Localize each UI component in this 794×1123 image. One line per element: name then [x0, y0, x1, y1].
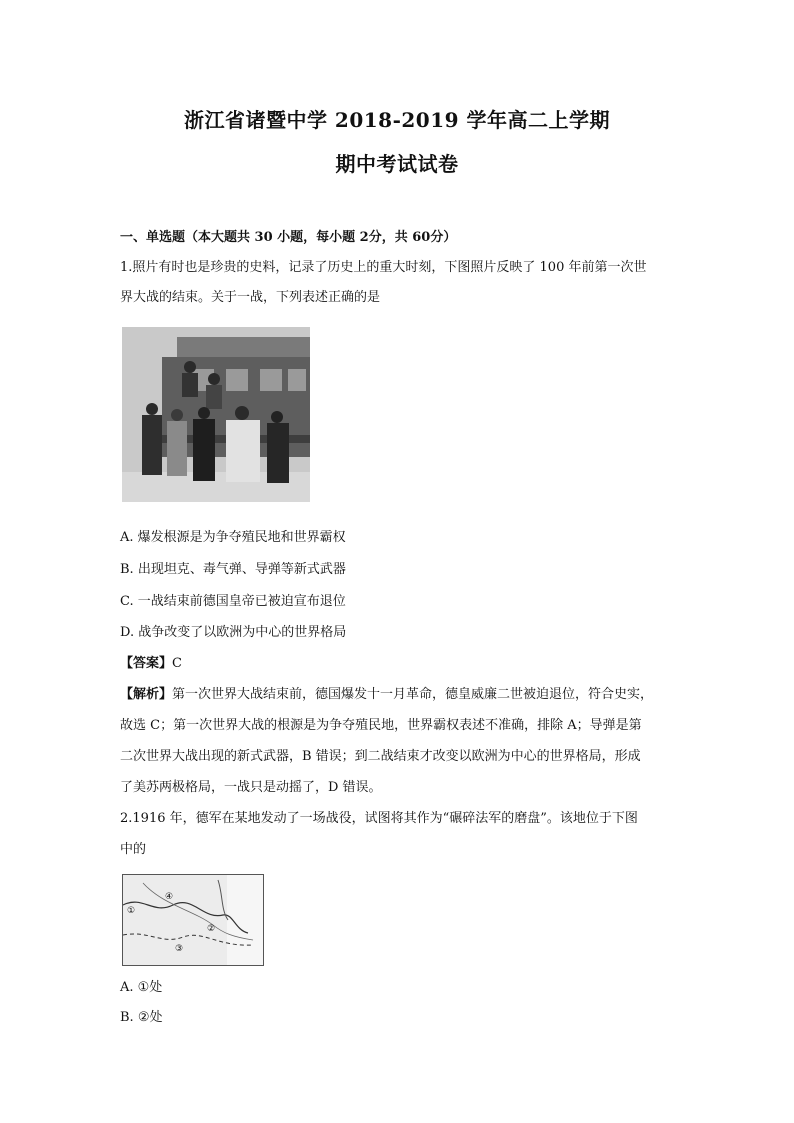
answer-value: C — [172, 656, 182, 671]
battle-map — [122, 874, 264, 966]
map-label-2: ② — [207, 924, 216, 934]
q1-option-b: B. 出现坦克、毒气弹、导弹等新式武器 — [120, 562, 346, 577]
q1-option-c: C. 一战结束前德国皇帝已被迫宣布退位 — [120, 594, 346, 609]
q1-option-a: A. 爆发根源是为争夺殖民地和世界霸权 — [120, 530, 346, 545]
q1-stem-line2: 界大战的结束。关于一战，下列表述正确的是 — [120, 290, 381, 305]
section-heading: 一、单选题（本大题共 30 小题，每小题 2分，共 60分） — [120, 230, 457, 245]
q2-stem-line1: 2.1916 年，德军在某地发动了一场战役，试图将其作为“碾碎法军的磨盘”。该地位于下图 — [120, 811, 638, 826]
q1-stem-line1: 1.照片有时也是珍贵的史料，记录了历史上的重大时刻，下图照片反映了 100 年前第一次世 — [120, 260, 647, 275]
q1-analysis-line2: 故选 C；第一次世界大战的根源是为争夺殖民地，世界霸权表述不准确，排除 A；导弹是第 — [120, 718, 642, 733]
answer-label: 【答案】 — [120, 656, 173, 671]
q1-analysis-line1 — [120, 685, 653, 705]
q1-answer — [120, 654, 182, 674]
q1-analysis-line3: 二次世界大战出现的新式武器，B 错误；到二战结束才改变以欧洲为中心的世界格局，形成 — [120, 749, 641, 764]
analysis-label: 【解析】 — [120, 687, 173, 702]
q2-stem-line2: 中的 — [120, 842, 147, 857]
map-label-3: ③ — [175, 944, 184, 954]
armistice-photo — [122, 327, 310, 502]
analysis-text: 第一次世界大战结束前，德国爆发十一月革命，德皇威廉二世被迫退位，符合史实， — [172, 687, 654, 702]
map-label-4: ④ — [165, 892, 174, 902]
q2-option-b: B. ②处 — [120, 1010, 163, 1025]
q1-option-d: D. 战争改变了以欧洲为中心的世界格局 — [120, 625, 347, 640]
q1-analysis-line4: 了美苏两极格局，一战只是动摇了，D 错误。 — [120, 780, 382, 795]
map-label-1: ① — [127, 906, 136, 916]
page-subtitle: 期中考试试卷 — [335, 152, 459, 176]
page-title: 浙江省诸暨中学 2018-2019 学年高二上学期 — [183, 108, 611, 132]
q2-option-a: A. ①处 — [120, 980, 163, 995]
